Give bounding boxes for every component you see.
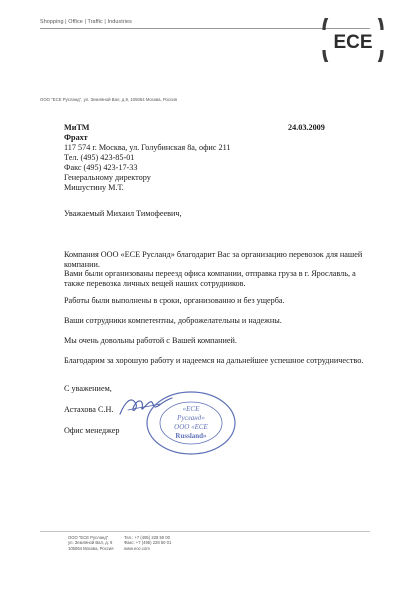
footer-line: 105064 Москва, Россия [68,545,114,551]
recipient-position: Генеральному директору [64,173,151,182]
recipient-name: Мишустину М.Т. [64,183,124,192]
recipient-fax: Факс (495) 423-17-33 [64,163,138,172]
footer-line: ООО "ECE Русланд" [68,535,109,540]
paragraph-2: Вами были организованы переезд офиса компании, отправка груза в г. Ярославль, а также перевозка личных вещей наших сотрудников. [64,269,356,288]
footer-line: Тел.: +7 (495) 228 50 00 [124,535,170,540]
salutation: Уважаемый Михаил Тимофеевич, [64,209,182,218]
signer-position: Офис менеджер [64,426,120,435]
footer-line: Факс: +7 (495) 228 50 01 [124,540,172,546]
stamp-line-4: Russland» [175,432,207,440]
stamp-line-2: Русланд» [177,414,205,422]
stamp-line-1: «ECE [182,405,200,413]
recipient-company-line1: МиТМ [64,123,90,132]
sender-line: ООО "ECE Русланд", ул. Земляной Вал, д.9, 105064 Москва, Россия [40,97,177,102]
recipient-phone: Тел. (495) 423-85-01 [64,153,135,162]
recipient-company-line2: Фрахт [64,133,88,142]
paragraph-5: Мы очень довольны работой с Вашей компанией. [64,336,237,345]
header-nav: Shopping | Office | Traffic | Industries [40,19,132,25]
recipient-address: 117 574 г. Москва, ул. Голубинская 8а, офис 211 [64,143,231,152]
footer-line: www.ece.com [124,545,150,551]
footer-address [68,535,114,551]
paragraph-6: Благодарим за хорошую работу и надеемся на дальнейшее успешное сотрудничество. [64,356,364,365]
stamp-line-3: ООО «ECE [174,423,208,431]
paragraph-3: Работы были выполнены в сроки, организованно и без ущерба. [64,296,285,305]
footer-contacts [124,535,171,551]
paragraph-4: Ваши сотрудники компетентны, доброжелательны и надежны. [64,316,282,325]
closing-regards: С уважением, [64,384,112,393]
footer-divider [40,531,370,532]
company-stamp [145,390,237,456]
paragraph-1: Компания ООО «ECE Русланд» благодарит Вас за организацию перевозок для нашей компании. [64,250,363,269]
ece-logo [318,18,388,62]
letter-date: 24.03.2009 [288,123,325,132]
signer-name: Астахова С.Н. [64,405,114,414]
footer-line: ул. Земляной Вал, д. 9 [68,540,113,546]
logo-text: ECE [333,32,373,53]
